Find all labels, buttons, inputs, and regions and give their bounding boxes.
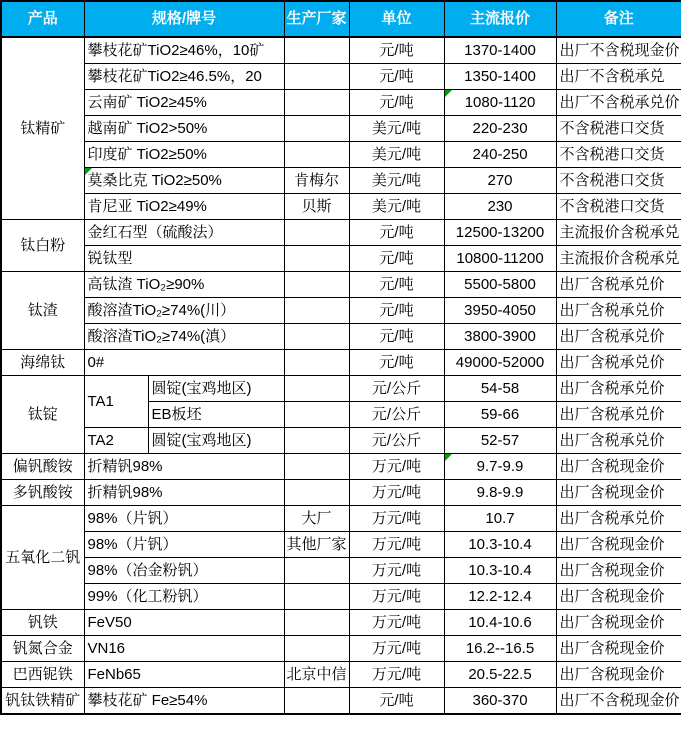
maker-cell: 肯梅尔	[284, 168, 349, 194]
spec-form-cell: EB板坯	[148, 402, 284, 428]
product-cell: 钛精矿	[1, 37, 84, 220]
unit-cell: 美元/吨	[349, 142, 444, 168]
product-cell: 钛锭	[1, 376, 84, 454]
remark-cell: 出厂含税现金价	[556, 480, 681, 506]
maker-cell	[284, 272, 349, 298]
col-header-maker: 生产厂家	[284, 1, 349, 37]
spec-value: 莫桑比克 TiO2≥50%	[87, 171, 222, 189]
remark-cell: 出厂含税现金价	[556, 636, 681, 662]
remark-cell: 主流报价含税承兑	[556, 220, 681, 246]
maker-cell	[284, 688, 349, 715]
unit-cell: 万元/吨	[349, 636, 444, 662]
table-row	[1, 37, 681, 64]
remark-cell: 不含税港口交货	[556, 194, 681, 220]
table-row	[1, 558, 681, 584]
spec-cell: 云南矿 TiO2≥45%	[84, 90, 284, 116]
unit-cell: 元/吨	[349, 90, 444, 116]
col-header-product: 产品	[1, 1, 84, 37]
remark-cell: 出厂含税承兑价	[556, 350, 681, 376]
unit-cell: 万元/吨	[349, 558, 444, 584]
price-cell: 10800-11200	[444, 246, 556, 272]
maker-cell	[284, 220, 349, 246]
unit-cell: 万元/吨	[349, 584, 444, 610]
spec-cell: 攀枝花矿TiO2≥46%，10矿	[84, 37, 284, 64]
spec-cell: 98%（片钒）	[84, 506, 284, 532]
table-row	[1, 142, 681, 168]
spec-cell: 0#	[84, 350, 284, 376]
spec-cell: 折精钒98%	[84, 480, 284, 506]
maker-cell	[284, 376, 349, 402]
unit-cell: 万元/吨	[349, 610, 444, 636]
spec-cell: 锐钛型	[84, 246, 284, 272]
maker-cell	[284, 610, 349, 636]
unit-cell: 万元/吨	[349, 662, 444, 688]
spec-cell: 越南矿 TiO2>50%	[84, 116, 284, 142]
remark-cell: 出厂含税现金价	[556, 662, 681, 688]
table-row	[1, 194, 681, 220]
maker-cell: 其他厂家	[284, 532, 349, 558]
spec-cell: 折精钒98%	[84, 454, 284, 480]
unit-cell: 元/公斤	[349, 402, 444, 428]
unit-cell: 元/吨	[349, 272, 444, 298]
maker-cell	[284, 324, 349, 350]
product-cell: 偏钒酸铵	[1, 454, 84, 480]
table-row	[1, 324, 681, 350]
unit-cell: 万元/吨	[349, 532, 444, 558]
spec-cell: 肯尼亚 TiO2≥49%	[84, 194, 284, 220]
remark-cell: 出厂不含税现金价	[556, 688, 681, 715]
header-row	[1, 1, 681, 37]
unit-cell: 元/公斤	[349, 428, 444, 454]
table-row	[1, 636, 681, 662]
maker-cell	[284, 402, 349, 428]
table-row	[1, 168, 681, 194]
spec-cell: 高钛渣 TiO₂≥90%	[84, 272, 284, 298]
price-cell: 230	[444, 194, 556, 220]
product-cell: 海绵钛	[1, 350, 84, 376]
maker-cell	[284, 246, 349, 272]
remark-cell: 出厂含税承兑价	[556, 298, 681, 324]
unit-cell: 万元/吨	[349, 506, 444, 532]
remark-cell: 主流报价含税承兑	[556, 246, 681, 272]
col-header-unit: 单位	[349, 1, 444, 37]
spec-cell: 酸溶渣TiO₂≥74%(滇）	[84, 324, 284, 350]
price-cell	[444, 454, 556, 480]
spec-cell	[84, 168, 284, 194]
price-cell: 52-57	[444, 428, 556, 454]
remark-cell: 不含税港口交货	[556, 142, 681, 168]
spec-grade-cell: TA1	[84, 376, 148, 428]
product-cell: 钒钛铁精矿	[1, 688, 84, 715]
price-cell: 1370-1400	[444, 37, 556, 64]
maker-cell: 北京中信	[284, 662, 349, 688]
spec-cell: FeV50	[84, 610, 284, 636]
product-cell: 钒氮合金	[1, 636, 84, 662]
remark-cell: 出厂含税承兑价	[556, 324, 681, 350]
price-cell: 1350-1400	[444, 64, 556, 90]
price-cell: 270	[444, 168, 556, 194]
unit-cell: 元/吨	[349, 350, 444, 376]
unit-cell: 万元/吨	[349, 480, 444, 506]
maker-cell	[284, 558, 349, 584]
maker-cell	[284, 350, 349, 376]
remark-cell: 出厂含税承兑价	[556, 376, 681, 402]
spec-cell: 印度矿 TiO2≥50%	[84, 142, 284, 168]
table-row	[1, 454, 681, 480]
price-cell: 12.2-12.4	[444, 584, 556, 610]
table-row	[1, 376, 681, 402]
unit-cell: 元/吨	[349, 324, 444, 350]
price-cell: 16.2--16.5	[444, 636, 556, 662]
col-header-remark: 备注	[556, 1, 681, 37]
spec-cell: 99%（化工粉钒）	[84, 584, 284, 610]
maker-cell	[284, 90, 349, 116]
price-cell: 54-58	[444, 376, 556, 402]
remark-cell: 出厂含税现金价	[556, 558, 681, 584]
maker-cell	[284, 454, 349, 480]
unit-cell: 美元/吨	[349, 116, 444, 142]
table-row	[1, 688, 681, 715]
spec-cell: 酸溶渣TiO₂≥74%(川）	[84, 298, 284, 324]
unit-cell: 元/吨	[349, 246, 444, 272]
maker-cell	[284, 584, 349, 610]
table-row	[1, 584, 681, 610]
product-cell: 五氧化二钒	[1, 506, 84, 610]
remark-cell: 出厂不含税现金价	[556, 37, 681, 64]
remark-cell: 出厂不含税承兑价	[556, 90, 681, 116]
unit-cell: 元/吨	[349, 688, 444, 715]
unit-cell: 元/吨	[349, 37, 444, 64]
table-row	[1, 506, 681, 532]
comment-triangle-icon	[445, 454, 452, 461]
table-row	[1, 532, 681, 558]
spec-form-cell: 圆锭(宝鸡地区)	[148, 376, 284, 402]
unit-cell: 美元/吨	[349, 194, 444, 220]
price-cell: 240-250	[444, 142, 556, 168]
maker-cell	[284, 298, 349, 324]
price-cell: 20.5-22.5	[444, 662, 556, 688]
price-value: 9.7-9.9	[476, 457, 524, 475]
remark-cell: 不含税港口交货	[556, 116, 681, 142]
unit-cell: 元/吨	[349, 220, 444, 246]
product-cell: 巴西铌铁	[1, 662, 84, 688]
spec-cell: 98%（冶金粉钒）	[84, 558, 284, 584]
maker-cell	[284, 428, 349, 454]
unit-cell: 万元/吨	[349, 454, 444, 480]
remark-cell: 出厂含税现金价	[556, 584, 681, 610]
maker-cell	[284, 37, 349, 64]
spec-grade-cell: TA2	[84, 428, 148, 454]
price-cell: 10.3-10.4	[444, 558, 556, 584]
spec-cell: 金红石型（硫酸法）	[84, 220, 284, 246]
price-cell: 360-370	[444, 688, 556, 715]
table-row	[1, 246, 681, 272]
table-row	[1, 220, 681, 246]
col-header-spec: 规格/牌号	[84, 1, 284, 37]
price-cell: 220-230	[444, 116, 556, 142]
price-cell: 59-66	[444, 402, 556, 428]
maker-cell	[284, 142, 349, 168]
table-row	[1, 116, 681, 142]
price-cell: 12500-13200	[444, 220, 556, 246]
spec-cell: VN16	[84, 636, 284, 662]
maker-cell	[284, 116, 349, 142]
product-cell: 多钒酸铵	[1, 480, 84, 506]
spec-cell: FeNb65	[84, 662, 284, 688]
price-cell: 3800-3900	[444, 324, 556, 350]
table-row	[1, 428, 681, 454]
price-cell: 3950-4050	[444, 298, 556, 324]
table-row	[1, 350, 681, 376]
price-cell: 9.8-9.9	[444, 480, 556, 506]
comment-triangle-icon	[85, 168, 92, 175]
price-cell: 5500-5800	[444, 272, 556, 298]
remark-cell: 出厂不含税承兑	[556, 64, 681, 90]
remark-cell: 出厂含税现金价	[556, 610, 681, 636]
remark-cell: 不含税港口交货	[556, 168, 681, 194]
unit-cell: 元/公斤	[349, 376, 444, 402]
maker-cell: 大厂	[284, 506, 349, 532]
table-row	[1, 272, 681, 298]
remark-cell: 出厂含税承兑价	[556, 428, 681, 454]
maker-cell: 贝斯	[284, 194, 349, 220]
remark-cell: 出厂含税承兑价	[556, 272, 681, 298]
price-cell	[444, 90, 556, 116]
product-cell: 钒铁	[1, 610, 84, 636]
maker-cell	[284, 64, 349, 90]
table-row	[1, 610, 681, 636]
unit-cell: 元/吨	[349, 298, 444, 324]
table-row	[1, 298, 681, 324]
price-cell: 10.3-10.4	[444, 532, 556, 558]
spec-cell: 攀枝花矿TiO2≥46.5%，20	[84, 64, 284, 90]
price-value: 1080-1120	[464, 93, 536, 111]
spec-form-cell: 圆锭(宝鸡地区)	[148, 428, 284, 454]
price-cell: 10.4-10.6	[444, 610, 556, 636]
unit-cell: 元/吨	[349, 64, 444, 90]
spec-cell: 攀枝花矿 Fe≥54%	[84, 688, 284, 715]
product-cell: 钛白粉	[1, 220, 84, 272]
product-cell: 钛渣	[1, 272, 84, 350]
table-row	[1, 662, 681, 688]
maker-cell	[284, 480, 349, 506]
col-header-price: 主流报价	[444, 1, 556, 37]
table-row	[1, 480, 681, 506]
remark-cell: 出厂含税现金价	[556, 532, 681, 558]
table-row	[1, 64, 681, 90]
unit-cell: 美元/吨	[349, 168, 444, 194]
table-row	[1, 90, 681, 116]
remark-cell: 出厂含税现金价	[556, 454, 681, 480]
comment-triangle-icon	[445, 90, 452, 97]
price-cell: 10.7	[444, 506, 556, 532]
price-cell: 49000-52000	[444, 350, 556, 376]
remark-cell: 出厂含税承兑价	[556, 402, 681, 428]
spec-cell: 98%（片钒）	[84, 532, 284, 558]
maker-cell	[284, 636, 349, 662]
remark-cell: 出厂含税承兑价	[556, 506, 681, 532]
